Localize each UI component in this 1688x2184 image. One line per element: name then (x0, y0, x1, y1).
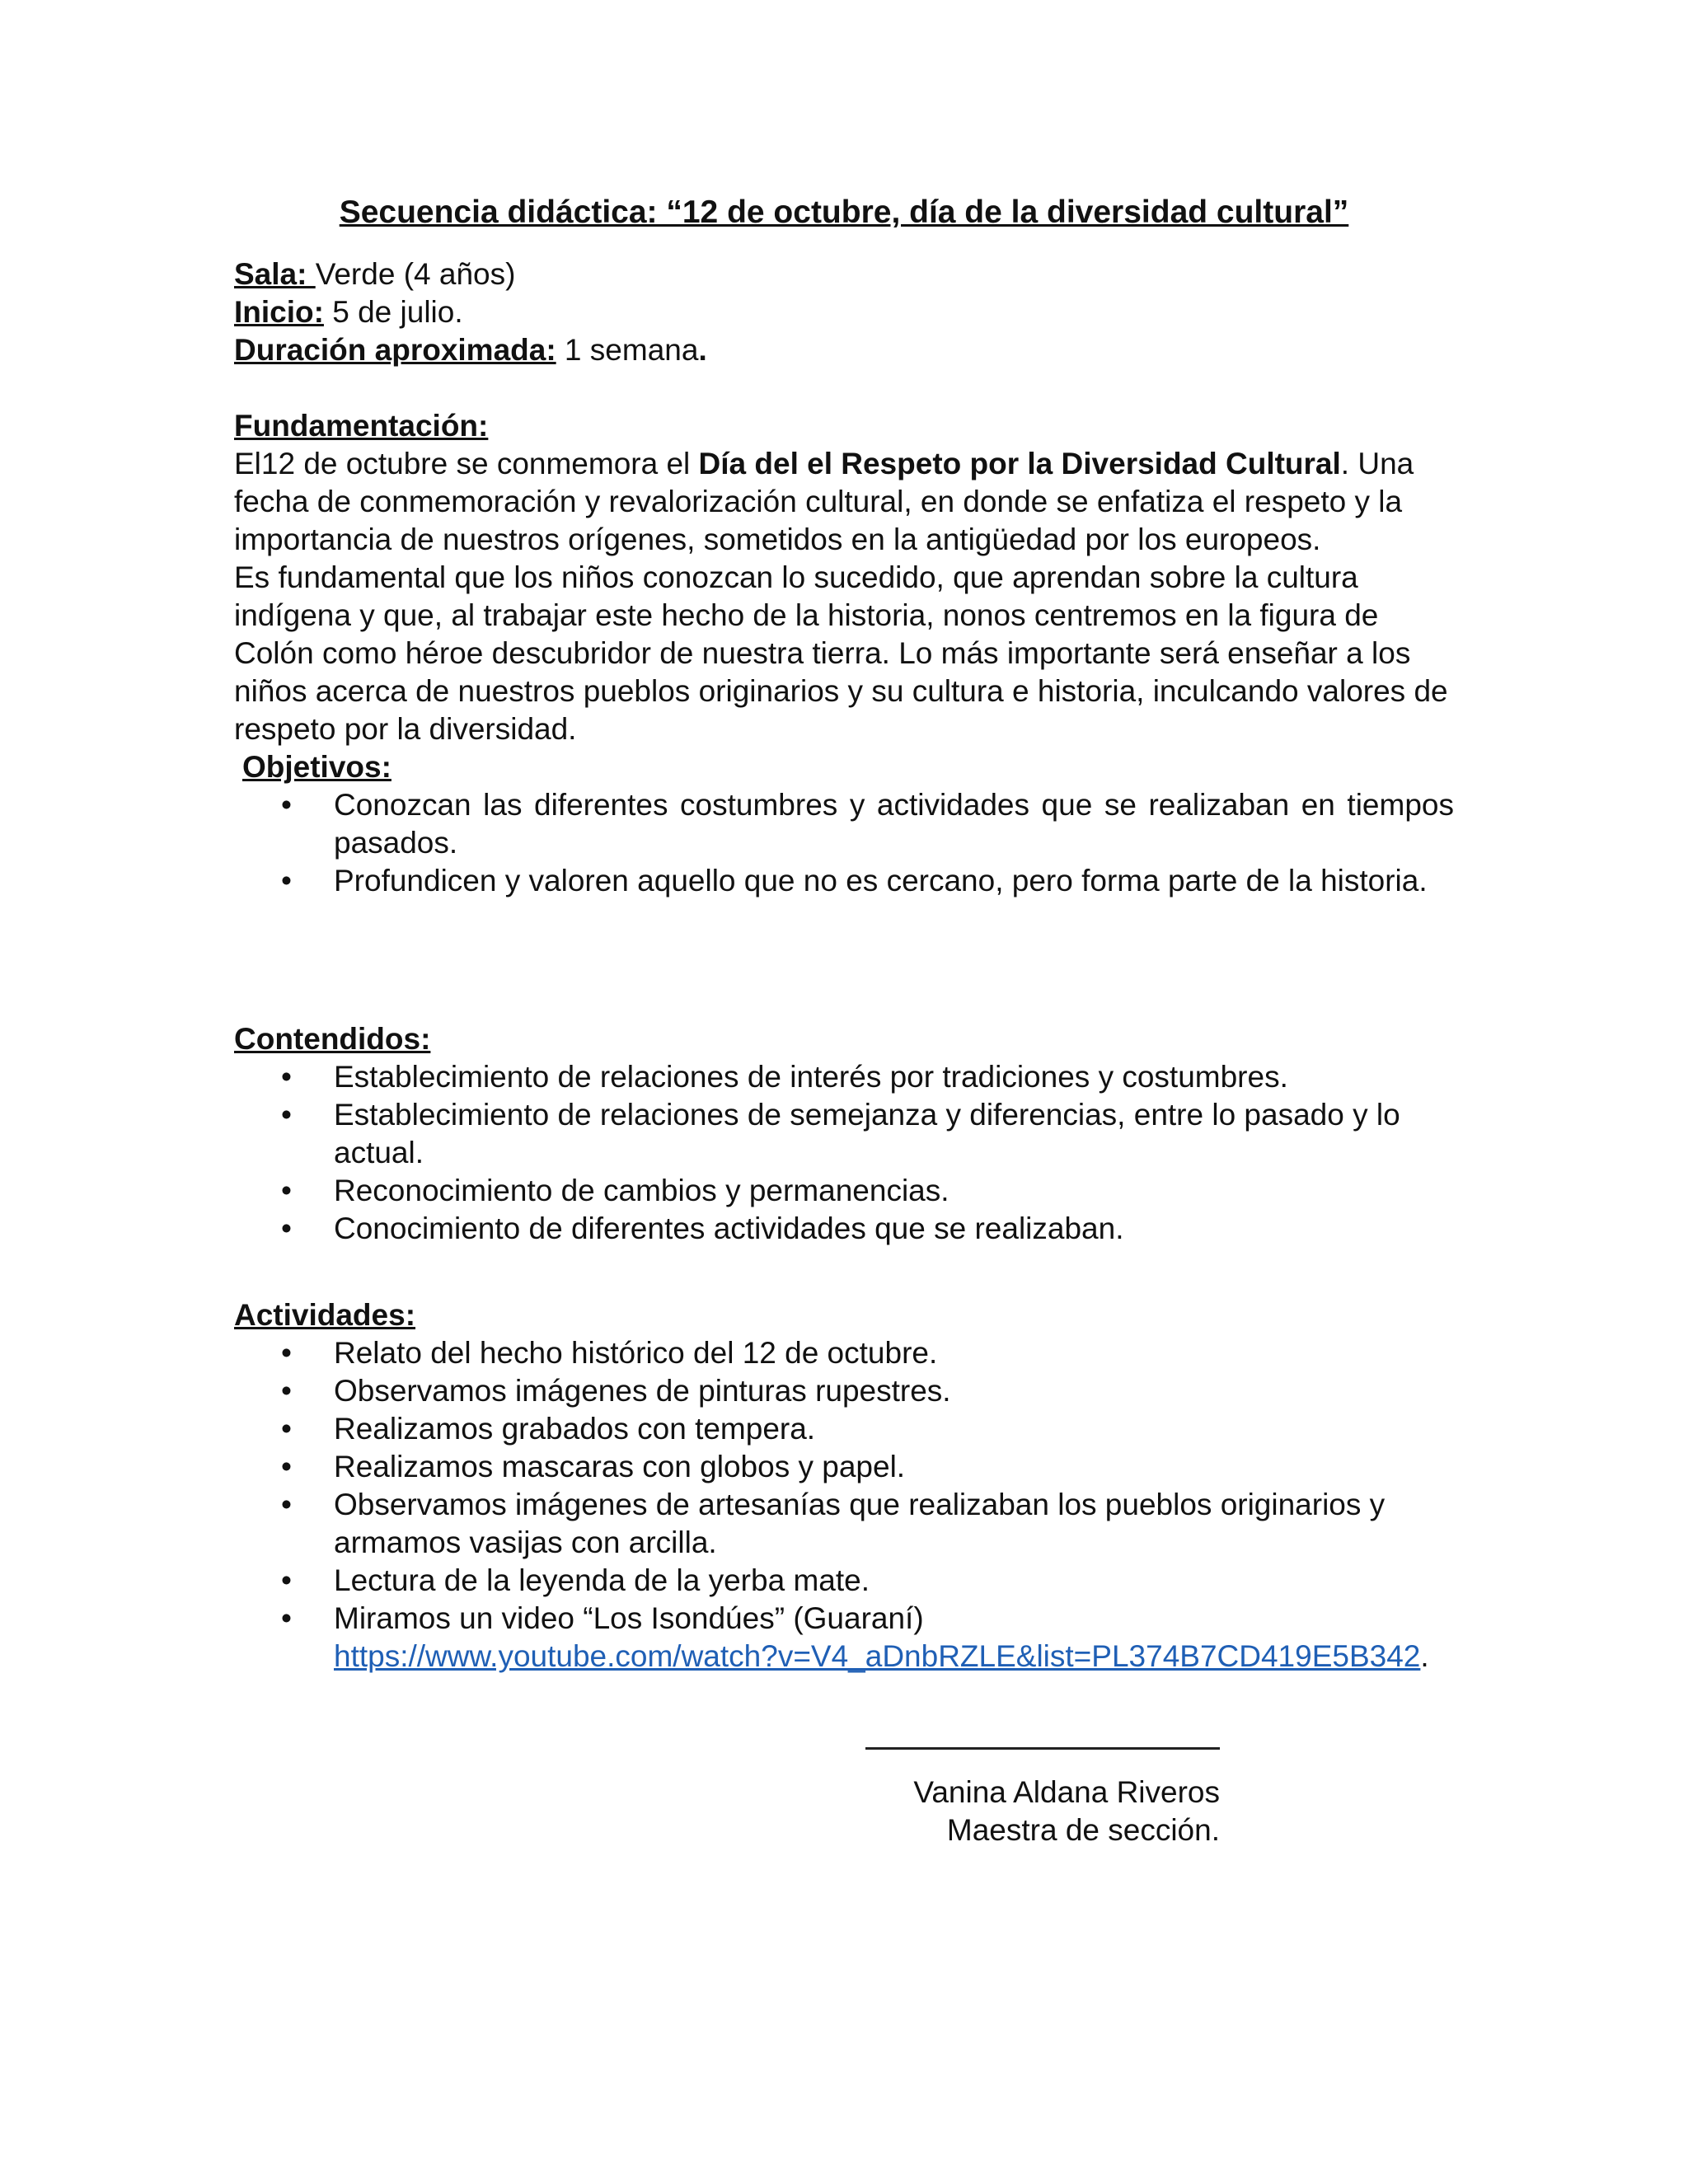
list-item (234, 1600, 1454, 1675)
objetivos-list (234, 786, 1454, 900)
list-item: • Profundicen y valoren aquello que no es cercano, pero forma parte de la historia. (234, 862, 1454, 900)
list-item: • Conocimiento de diferentes actividades que se realizaban. (234, 1210, 1454, 1248)
duracion-label: Duración aproximada: (234, 333, 556, 367)
list-item: • Reconocimiento de cambios y permanencias. (234, 1172, 1454, 1210)
duracion-value: 1 semana (556, 333, 699, 367)
contenidos-heading: Contendidos: (234, 1022, 431, 1056)
signature-line (865, 1747, 1220, 1750)
sala-line (234, 255, 707, 293)
signature-block (783, 1774, 1220, 1849)
fundamentacion-paragraph-1 (234, 445, 1454, 559)
list-item: • Conozcan las diferentes costumbres y actividades que se realizaban en tiempos pasados. (234, 786, 1454, 862)
objetivos-heading: Objetivos: (242, 750, 392, 784)
duracion-line (234, 331, 707, 369)
video-link[interactable]: https://www.youtube.com/watch?v=V4_aDnbRZLE&list=PL374B7CD419E5B342 (334, 1639, 1421, 1673)
document-title: Secuencia didáctica: “12 de octubre, día de la diversidad cultural” (339, 194, 1349, 230)
inicio-value: 5 de julio. (323, 295, 463, 329)
actividades-section (234, 1296, 1454, 1675)
fundamentacion-section (234, 407, 1454, 900)
list-item: • Establecimiento de relaciones de interés por tradiciones y costumbres. (234, 1058, 1454, 1096)
list-item: • Relato del hecho histórico del 12 de octubre. (234, 1334, 1454, 1372)
list-item: • Observamos imágenes de artesanías que realizaban los pueblos originarios y armamos vasijas con arcilla. (234, 1486, 1454, 1562)
inicio-line (234, 293, 707, 331)
list-item: • Lectura de la leyenda de la yerba mate. (234, 1562, 1454, 1600)
list-item: • Observamos imágenes de pinturas rupestres. (234, 1372, 1454, 1410)
list-item: • Realizamos grabados con tempera. (234, 1410, 1454, 1448)
signature-role: Maestra de sección. (946, 1813, 1220, 1847)
sala-label: Sala: (234, 257, 316, 291)
signature-name: Vanina Aldana Riveros (913, 1775, 1220, 1809)
list-item: • Realizamos mascaras con globos y papel. (234, 1448, 1454, 1486)
fundamentacion-p1-rest: . Una fecha de conmemoración y revalorización cultural, en donde se enfatiza el respeto y la importancia de nuestros orígenes, sometidos en la antigüedad por los europeos. (234, 447, 1414, 556)
meta-block (234, 255, 707, 369)
contenidos-section (234, 1020, 1454, 1248)
fundamentacion-p1-start: El12 de octubre se conmemora el (234, 447, 699, 480)
fundamentacion-p1-bold: Día del el Respeto por la Diversidad Cultural (698, 447, 1341, 480)
video-link-end: . (1420, 1639, 1429, 1673)
actividades-heading: Actividades: (234, 1298, 416, 1332)
duracion-end: . (698, 333, 707, 367)
contenidos-list (234, 1058, 1454, 1248)
actividades-list (234, 1334, 1454, 1675)
sala-value: Verde (4 años) (315, 257, 516, 291)
inicio-label: Inicio: (234, 295, 324, 329)
fundamentacion-heading: Fundamentación: (234, 409, 489, 443)
list-item: • Establecimiento de relaciones de semejanza y diferencias, entre lo pasado y lo actual. (234, 1096, 1454, 1172)
video-item-text: Miramos un video “Los Isondúes” (Guaraní) (334, 1601, 924, 1635)
fundamentacion-paragraph-2: Es fundamental que los niños conozcan lo sucedido, que aprendan sobre la cultura indígena y que, al trabajar este hecho de la historia, nonos centremos en la figura de Colón como héroe descubridor de nuestra tierra. Lo más importante será enseñar a los niños acerca de nuestros pueblos originarios y su cultura e historia, inculcando valores de respeto por la diversidad. (234, 560, 1448, 746)
